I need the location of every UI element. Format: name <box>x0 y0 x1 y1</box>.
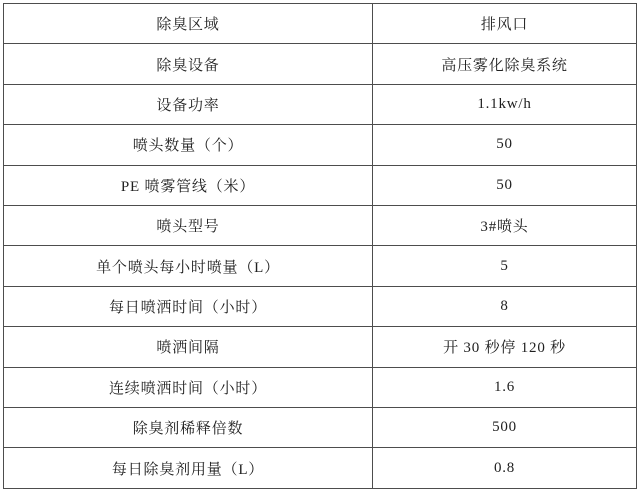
table-row <box>4 246 637 286</box>
row-value: 1.6 <box>373 367 637 407</box>
row-value: 排风口 <box>373 4 637 44</box>
row-value: 高压雾化除臭系统 <box>373 44 637 84</box>
row-label: 喷洒间隔 <box>4 327 373 367</box>
row-value: 50 <box>373 165 637 205</box>
row-label: 除臭设备 <box>4 44 373 84</box>
row-label: 除臭区域 <box>4 4 373 44</box>
row-value: 50 <box>373 125 637 165</box>
row-value: 0.8 <box>373 448 637 489</box>
row-label: 连续喷洒时间（小时） <box>4 367 373 407</box>
table-row <box>4 448 637 489</box>
row-value: 1.1kw/h <box>373 84 637 124</box>
row-value: 5 <box>373 246 637 286</box>
row-label: 每日除臭剂用量（L） <box>4 448 373 489</box>
row-label: 喷头型号 <box>4 206 373 246</box>
row-label: 每日喷洒时间（小时） <box>4 286 373 326</box>
table-row <box>4 408 637 448</box>
row-label: 设备功率 <box>4 84 373 124</box>
row-value: 3#喷头 <box>373 206 637 246</box>
row-label: 喷头数量（个） <box>4 125 373 165</box>
table-row <box>4 44 637 84</box>
row-value: 500 <box>373 408 637 448</box>
table-row <box>4 367 637 407</box>
row-label: 除臭剂稀释倍数 <box>4 408 373 448</box>
table-row <box>4 286 637 326</box>
table-row <box>4 165 637 205</box>
row-value: 开 30 秒停 120 秒 <box>373 327 637 367</box>
table-row <box>4 206 637 246</box>
table-row <box>4 327 637 367</box>
row-label: 单个喷头每小时喷量（L） <box>4 246 373 286</box>
table-row <box>4 125 637 165</box>
deodorization-spec-table <box>3 3 637 489</box>
row-value: 8 <box>373 286 637 326</box>
table-row <box>4 84 637 124</box>
table-row <box>4 4 637 44</box>
row-label: PE 喷雾管线（米） <box>4 165 373 205</box>
